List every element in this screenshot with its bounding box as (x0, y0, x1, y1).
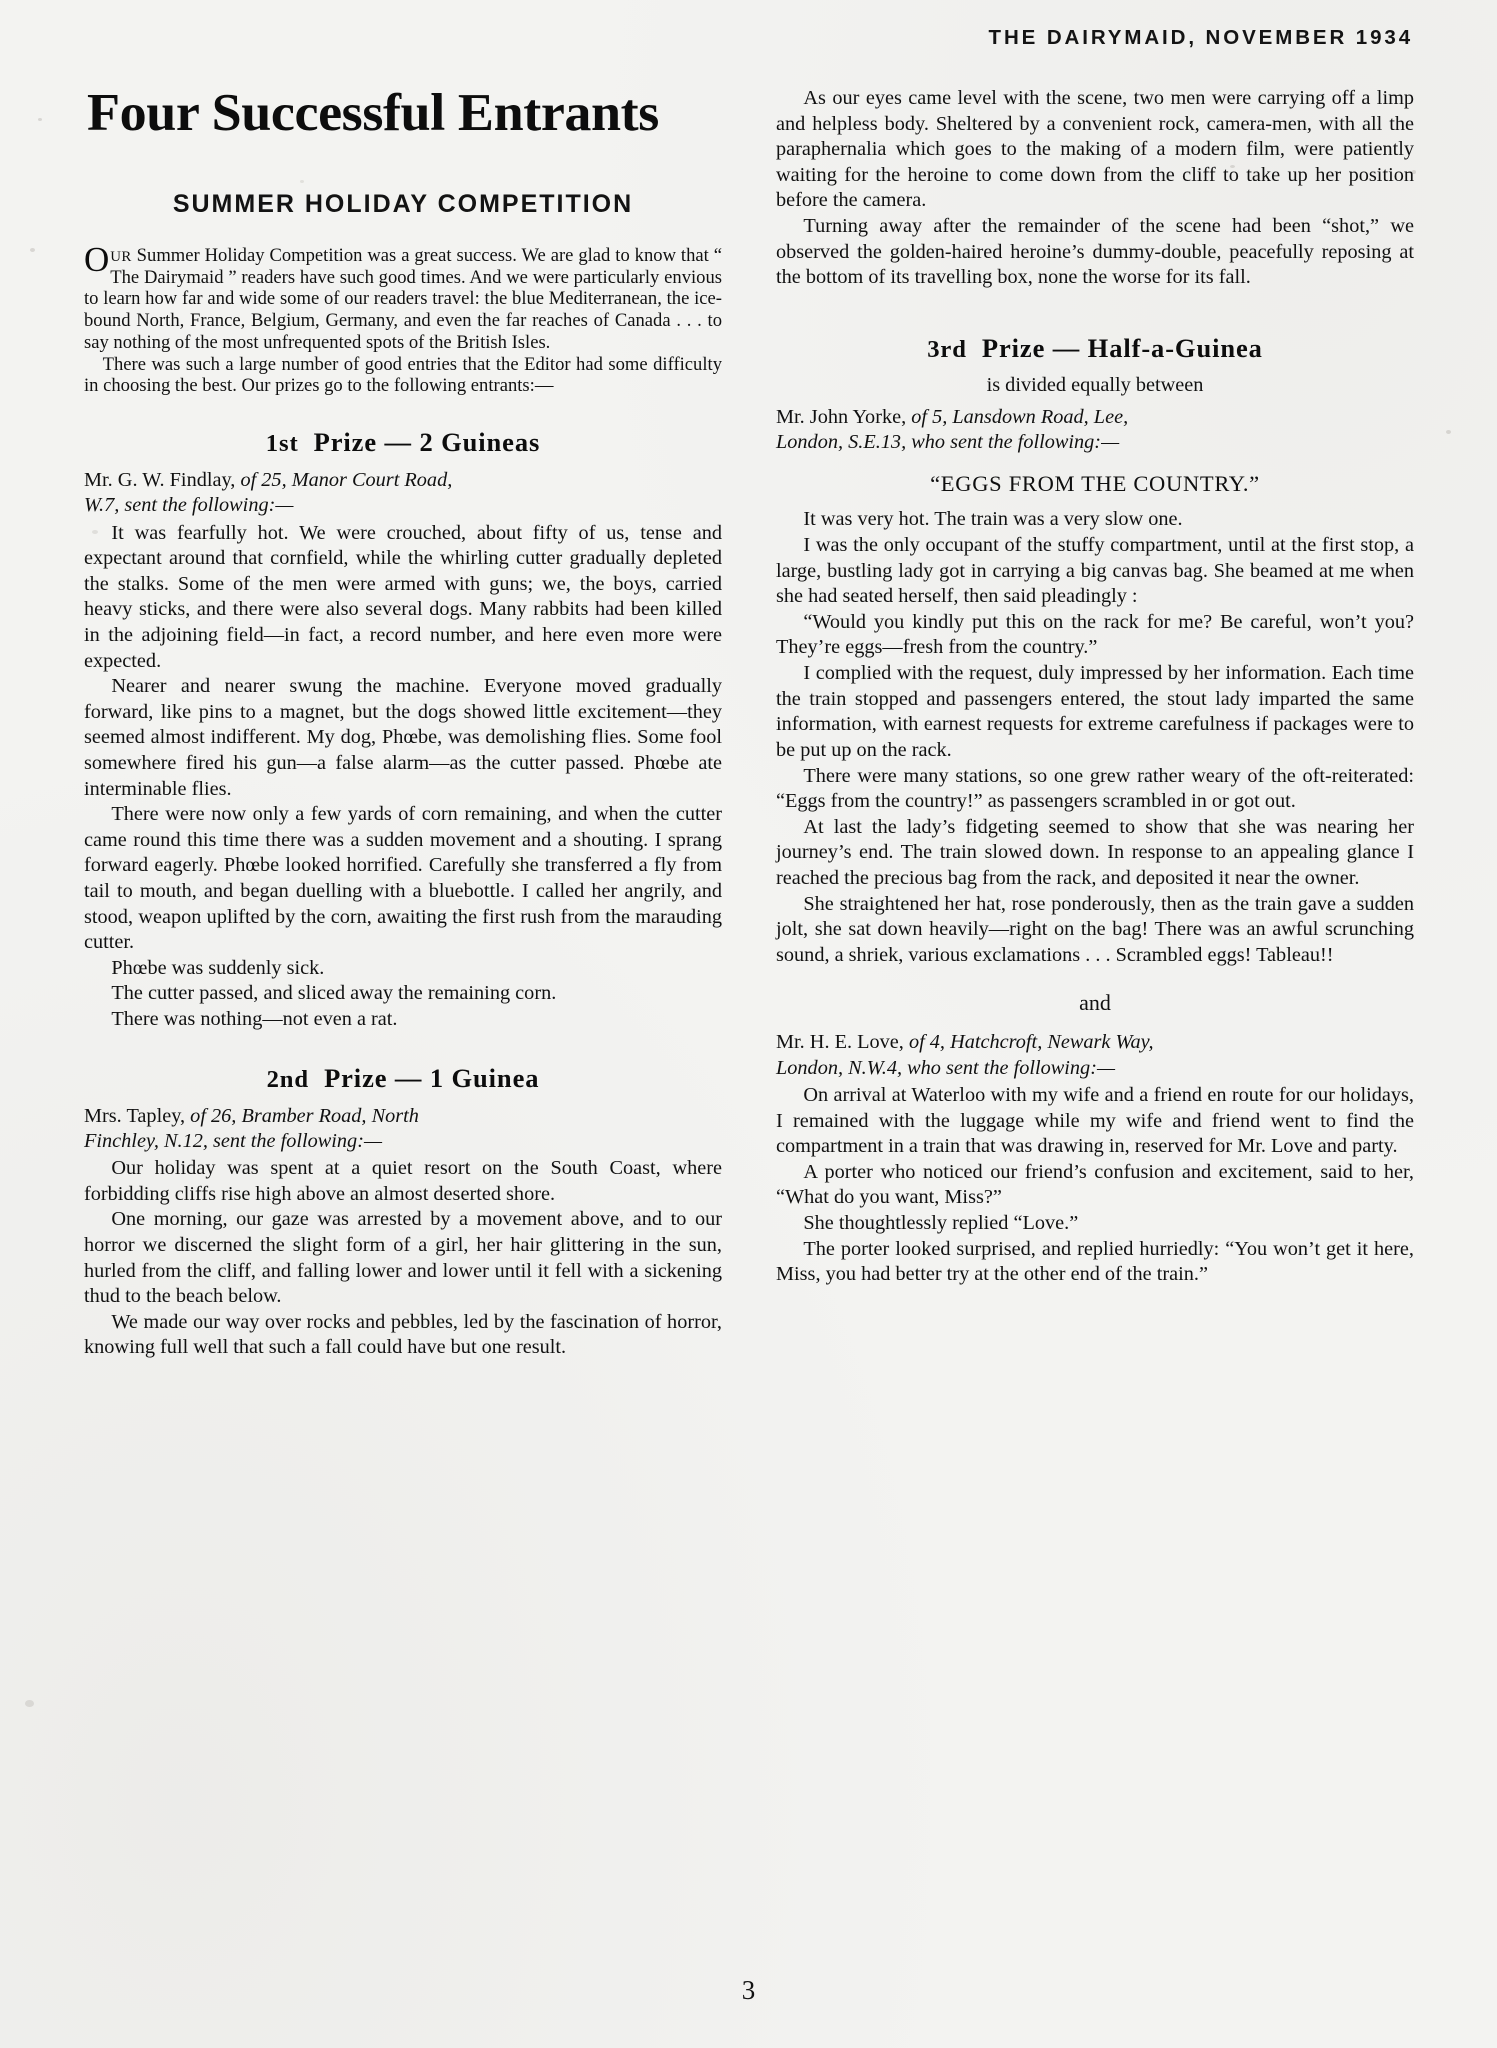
intro-block (84, 240, 722, 397)
fourth-entrant-name: Mr. H. E. Love, (776, 1031, 904, 1054)
second-prize-entrant-address-2: Finchley, N.12, sent the following:— (84, 1129, 382, 1152)
second-prize-heading-text: Prize — 1 Guinea (324, 1062, 540, 1093)
continuation-paragraph: As our eyes came level with the scene, two men were carrying off a limp and helpless body. Sheltered by a convenient rock, camera-men, with all the paraphernalia which goes to the making of a modern film, were patiently waiting for the heroine to come down from the cliff to take up her position before the camera. (776, 87, 1414, 212)
paper-speckle (30, 248, 35, 252)
third-prize-paragraph: She straightened her hat, rose ponderously, then as the train gave a sudden jolt, she sat down heavily—right on the bag! There was an awful scrunching sound, a shriek, various exclamations . . . Scrambled eggs! Tableau!! (776, 892, 1414, 966)
first-prize-paragraph: Nearer and nearer swung the machine. Everyone moved gradually forward, like pins to a magnet, but the dogs showed little excitement—they seemed almost indifferent. My dog, Phœbe, was demolishing flies. Some fool somewhere fired his gun—a false alarm—as the cutter passed. Phœbe ate interminable flies. (84, 675, 722, 800)
paper-speckle (25, 1700, 34, 1707)
intro-paragraph-1 (84, 240, 722, 354)
third-prize-paragraph: There were many stations, so one grew rather weary of the oft-reiterated: “Eggs from the country!” as passengers scrambled in or got out. (776, 764, 1414, 813)
second-prize-paragraph: One morning, our gaze was arrested by a movement above, and to our horror we discerned the slight form of a girl, her hair glittering in the sun, hurled from the cliff, and falling lower and lower until it fell with a sickening thud to the beach below. (84, 1208, 722, 1308)
second-prize-paragraph: Our holiday was spent at a quiet resort on the South Coast, where forbidding cliffs rise high above an almost deserted shore. (84, 1157, 722, 1205)
third-prize-heading (776, 333, 1414, 364)
third-prize-entrant-address-2: London, S.E.13, who sent the following:— (776, 431, 1120, 454)
first-prize-entrant-address-2: W.7, sent the following:— (84, 494, 294, 517)
first-prize-paragraph: There were now only a few yards of corn remaining, and when the cutter came round this time there was a sudden movement and a shouting. I sprang forward eagerly. Phœbe looked horrified. Carefully she transferred a fly from tail to mouth, and began duelling with a bluebottle. I called her angrily, and stood, weapon uplifted by the corn, awaiting the first rush from the marauding cutter. (84, 803, 722, 954)
third-prize-paragraph: I was the only occupant of the stuffy compartment, until at the first stop, a large, bustling lady got in carrying a big canvas bag. She beamed at me when she had seated herself, then said pleadingly : (776, 534, 1414, 608)
second-prize-attribution (84, 1104, 722, 1155)
second-prize-paragraph: We made our way over rocks and pebbles, led by the fascination of horror, knowing full well that such a fall could have but one result. (84, 1310, 722, 1359)
running-head: THE DAIRYMAID, NOVEMBER 1934 (988, 26, 1413, 49)
third-prize-heading-text: Prize — Half-a-Guinea (981, 332, 1263, 363)
third-prize-paragraph: It was very hot. The train was a very slow one. (803, 508, 1183, 531)
drop-cap: O (84, 240, 110, 280)
fourth-entrant-paragraph: She thoughtlessly replied “Love.” (803, 1211, 1079, 1234)
fourth-entrant-paragraph: A porter who noticed our friend’s confusion and excitement, said to her, “What do you want, Miss?” (776, 1160, 1414, 1209)
fourth-entrant-address-2: London, N.W.4, who sent the following:— (776, 1056, 1115, 1079)
third-prize-ordinal: 3rd (927, 335, 967, 363)
left-column (84, 86, 722, 1956)
page-title: Four Successful Entrants (87, 84, 659, 142)
fourth-entrant-paragraph: The porter looked surprised, and replied hurriedly: “You won’t get it here, Miss, you had better try at the other end of the train.” (776, 1237, 1414, 1286)
third-prize-attribution-1 (776, 405, 1414, 456)
second-prize-entrant-name: Mrs. Tapley, (84, 1104, 186, 1127)
first-prize-attribution (84, 468, 722, 519)
continuation-paragraph: Turning away after the remainder of the scene had been “shot,” we observed the golden-haired heroine’s dummy-double, peacefully reposing at the bottom of its travelling box, none the worse for its fall. (776, 215, 1414, 289)
third-prize-paragraph: At last the lady’s fidgeting seemed to show that she was nearing her journey’s end. The train slowed down. In response to an appealing glance I reached the precious bag from the rack, and deposited it near the owner. (776, 815, 1414, 889)
third-prize-entrant-address: of 5, Lansdown Road, Lee, (906, 405, 1129, 428)
third-prize-entrant-name: Mr. John Yorke, (776, 405, 907, 428)
second-prize-ordinal: 2nd (266, 1065, 309, 1093)
first-prize-heading-text: Prize — 2 Guineas (313, 426, 541, 457)
third-prize-division-note: is divided equally between (986, 373, 1204, 396)
first-prize-paragraph: The cutter passed, and sliced away the remaining corn. (111, 982, 557, 1005)
second-prize-entrant-address: of 26, Bramber Road, North (185, 1104, 419, 1127)
and-divider: and (1079, 990, 1111, 1016)
fourth-entrant-address: of 4, Hatchcroft, Newark Way, (903, 1031, 1154, 1054)
article-subtitle: SUMMER HOLIDAY COMPETITION (172, 190, 634, 219)
second-prize-heading (84, 1063, 722, 1094)
paper-speckle (38, 118, 42, 121)
first-prize-ordinal: 1st (265, 429, 299, 457)
paper-speckle (1446, 430, 1451, 434)
third-prize-paragraph: I complied with the request, duly impressed by her information. Each time the train stopped and passengers entered, the stout lady imparted the same information, with earnest requests for extreme carefulness if packages were to be put up on the rack. (776, 662, 1414, 761)
first-prize-paragraph: Phœbe was suddenly sick. (111, 956, 325, 979)
fourth-entrant-paragraph: On arrival at Waterloo with my wife and a friend en route for our holidays, I remained with the luggage while my wife and friend went to find the compartment in a train that was drawing in, reserved for Mr. Love and party. (776, 1083, 1414, 1158)
first-prize-paragraph: There was nothing—not even a rat. (111, 1008, 398, 1031)
first-prize-heading (84, 427, 722, 458)
intro-paragraph-2: There was such a large number of good entries that the Editor had some difficulty in choosing the best. Our prizes go to the following entrants:— (84, 353, 722, 397)
intro-paragraph-1-text: Summer Holiday Competition was a great success. We are glad to know that “ The Dairymaid ” readers have such good times. And we were particularly envious to learn how far and wide some of our readers travel: the blue Mediterranean, the ice-bound North, France, Belgium, Germany, and even the far reaches of Canada . . . to say nothing of the most unfrequented spots of the British Isles. (84, 245, 722, 353)
first-prize-paragraph: It was fearfully hot. We were crouched, about fifty of us, tense and expectant around that cornfield, while the whirling cutter gradually depleted the stalks. Some of the men were armed with guns; we, the boys, carried heavy sticks, and there were also several dogs. Many rabbits had been killed in the adjoining field—in fact, a record number, and here even more were expected. (84, 521, 722, 672)
first-prize-entrant-address: of 25, Manor Court Road, (235, 468, 453, 491)
third-prize-story-title: “EGGS FROM THE COUNTRY.” (930, 471, 1260, 497)
first-prize-entrant-name: Mr. G. W. Findlay, (84, 468, 236, 491)
right-column (776, 86, 1414, 1956)
intro-smallcaps: UR (110, 249, 132, 266)
third-prize-paragraph: “Would you kindly put this on the rack for me? Be careful, won’t you? They’re eggs—fresh from the country.” (776, 610, 1414, 659)
page-number: 3 (741, 1975, 756, 2005)
two-column-layout (84, 86, 1414, 1956)
third-prize-attribution-2 (776, 1030, 1414, 1081)
